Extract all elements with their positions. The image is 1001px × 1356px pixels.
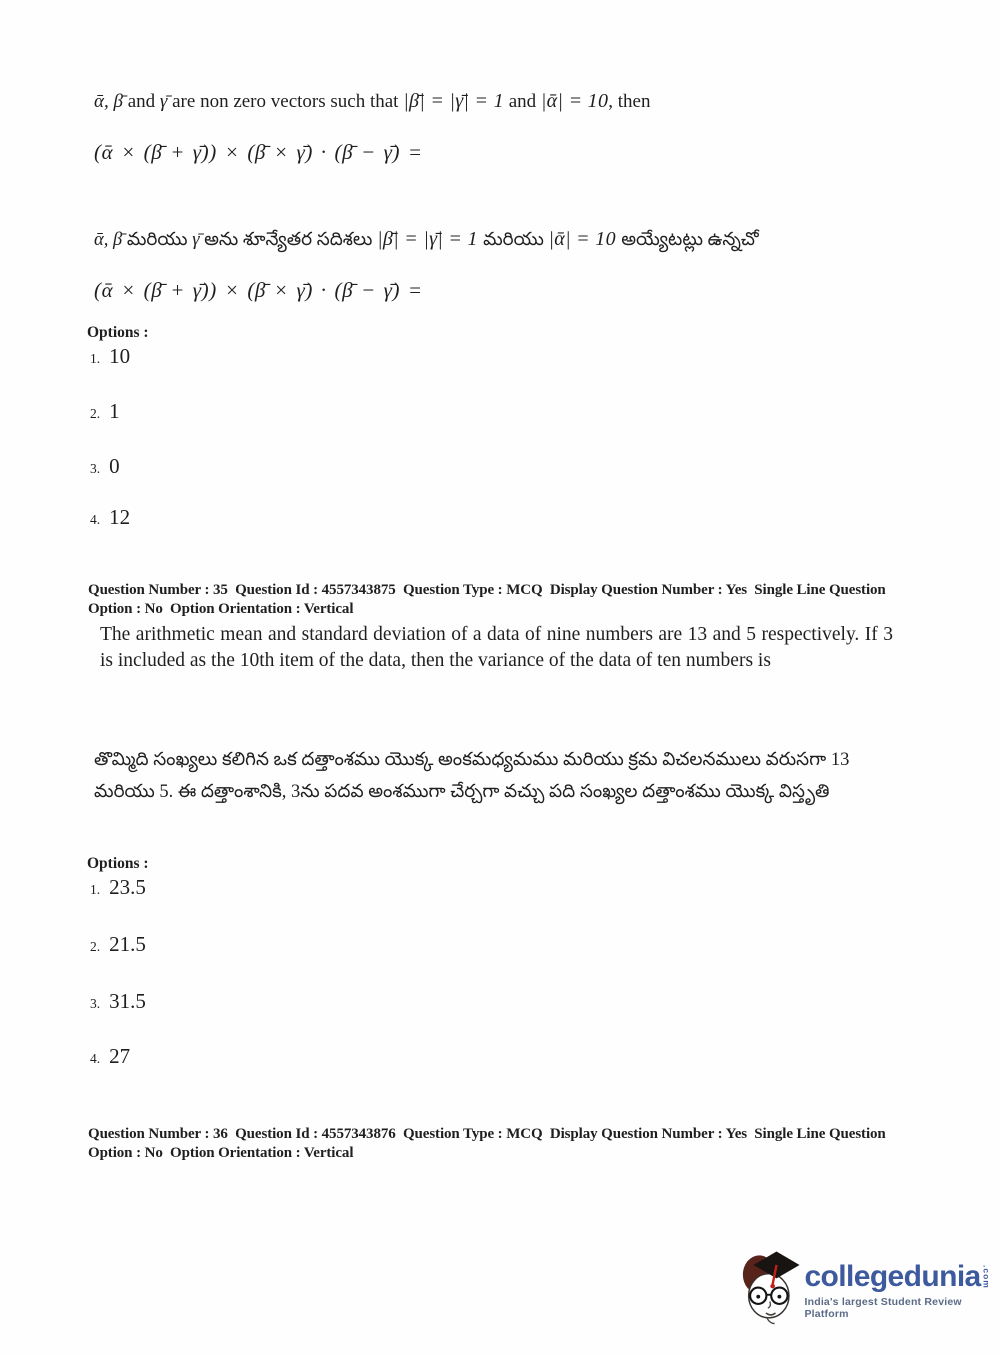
question-36-metadata (88, 1125, 928, 1162)
text-run: , then (608, 91, 651, 112)
option-value: 10 (109, 344, 131, 368)
math-run: γ̄ (192, 230, 205, 250)
option-number: 2. (90, 939, 101, 954)
option-row-3 (90, 454, 120, 479)
tassel-end (770, 1284, 775, 1289)
metadata-line: Question Number : 35 Question Id : 4557343875 Question Type : MCQ Display Question Number : Yes Single Line Question (88, 582, 886, 598)
vector-question-statement-en (94, 90, 954, 113)
text-run: మరియు (126, 230, 193, 250)
text-run: అను శూన్యేతర సదిశలు (204, 230, 378, 250)
brand-name: collegedunia (804, 1260, 981, 1293)
math-run: ᾱ, β̄ (94, 230, 127, 250)
option-row-2 (90, 932, 146, 957)
left-eye (756, 1295, 760, 1299)
graduate-mascot-icon (740, 1246, 801, 1332)
option-value: 12 (109, 505, 131, 529)
option-number: 3. (90, 996, 101, 1011)
math-condition-run: |β̄| = |γ̄| = 1 (377, 228, 484, 250)
metadata-line: Question Number : 36 Question Id : 4557343876 Question Type : MCQ Display Question Number : Yes Single Line Question (88, 1126, 886, 1142)
question-35-statement-telugu: తొమ్మిది సంఖ్యలు కలిగిన ఒక దత్తాంశము యొక్క అంకమధ్యమము మరియు క్రమ విచలనములు వరుసగా 13 మరియు 5. ఈ దత్తాంశానికి, 3ను పదవ అంశముగా చేర్చగా వచ్చు పది సంఖ్యల దత్తాంశము యొక్క విస్తృతి (94, 750, 850, 802)
options-label: Options : (87, 324, 149, 341)
vector-question-statement-telugu (94, 228, 974, 254)
math-condition-run: |β̄| = |γ̄| = 1 (403, 90, 504, 112)
math-run: γ̄ (159, 91, 173, 112)
option-row-2 (90, 399, 120, 424)
text-run: are non zero vectors such that (172, 91, 404, 112)
metadata-line: Option : No Option Orientation : Vertical (88, 1144, 354, 1161)
metadata-line: Option : No Option Orientation : Vertical (88, 600, 354, 617)
mascot-chin (767, 1318, 775, 1324)
option-row-1 (90, 875, 146, 900)
text-run: and (127, 91, 160, 112)
question-35-metadata (88, 581, 928, 618)
text-run: మరియు (483, 230, 549, 250)
option-value: 23.5 (109, 875, 146, 899)
text-run: అయ్యేటట్లు ఉన్నచో (621, 230, 759, 250)
option-number: 3. (90, 461, 101, 476)
brand-domain-suffix: .com (981, 1265, 992, 1289)
options-label: Options : (87, 855, 149, 872)
right-eye (777, 1295, 781, 1299)
brand-text-block (804, 1262, 1001, 1320)
vector-question-formula-telugu: (ᾱ × (β̄ + γ̄)) × (β̄ × γ̄) · (β̄ − γ̄) = (94, 278, 423, 302)
option-number: 4. (90, 512, 101, 527)
option-number: 1. (90, 882, 101, 897)
math-condition-run: |ᾱ| = 10 (540, 90, 609, 112)
option-value: 31.5 (109, 989, 146, 1013)
question-35-statement-en: The arithmetic mean and standard deviation of a data of nine numbers are 13 and 5 respectively. If 3 is included as the 10th item of the data, then the variance of the data of ten numbers is (100, 624, 893, 671)
option-value: 27 (109, 1044, 131, 1068)
collegedunia-logo (740, 1246, 1001, 1332)
vector-question-formula-en: (ᾱ × (β̄ + γ̄)) × (β̄ × γ̄) · (β̄ − γ̄) = (94, 140, 423, 164)
option-number: 1. (90, 351, 101, 366)
text-run: and (503, 91, 541, 112)
option-value: 21.5 (109, 932, 146, 956)
option-row-3 (90, 989, 146, 1014)
option-value: 1 (109, 399, 120, 423)
brand-tagline: India's largest Student Review Platform (804, 1296, 962, 1320)
math-run: ᾱ, β̄ (94, 91, 128, 112)
option-value: 0 (109, 454, 120, 478)
option-row-4 (90, 1044, 130, 1069)
option-number: 2. (90, 406, 101, 421)
option-row-1 (90, 344, 130, 369)
math-condition-run: |ᾱ| = 10 (548, 228, 622, 250)
option-row-4 (90, 505, 130, 530)
option-number: 4. (90, 1051, 101, 1066)
